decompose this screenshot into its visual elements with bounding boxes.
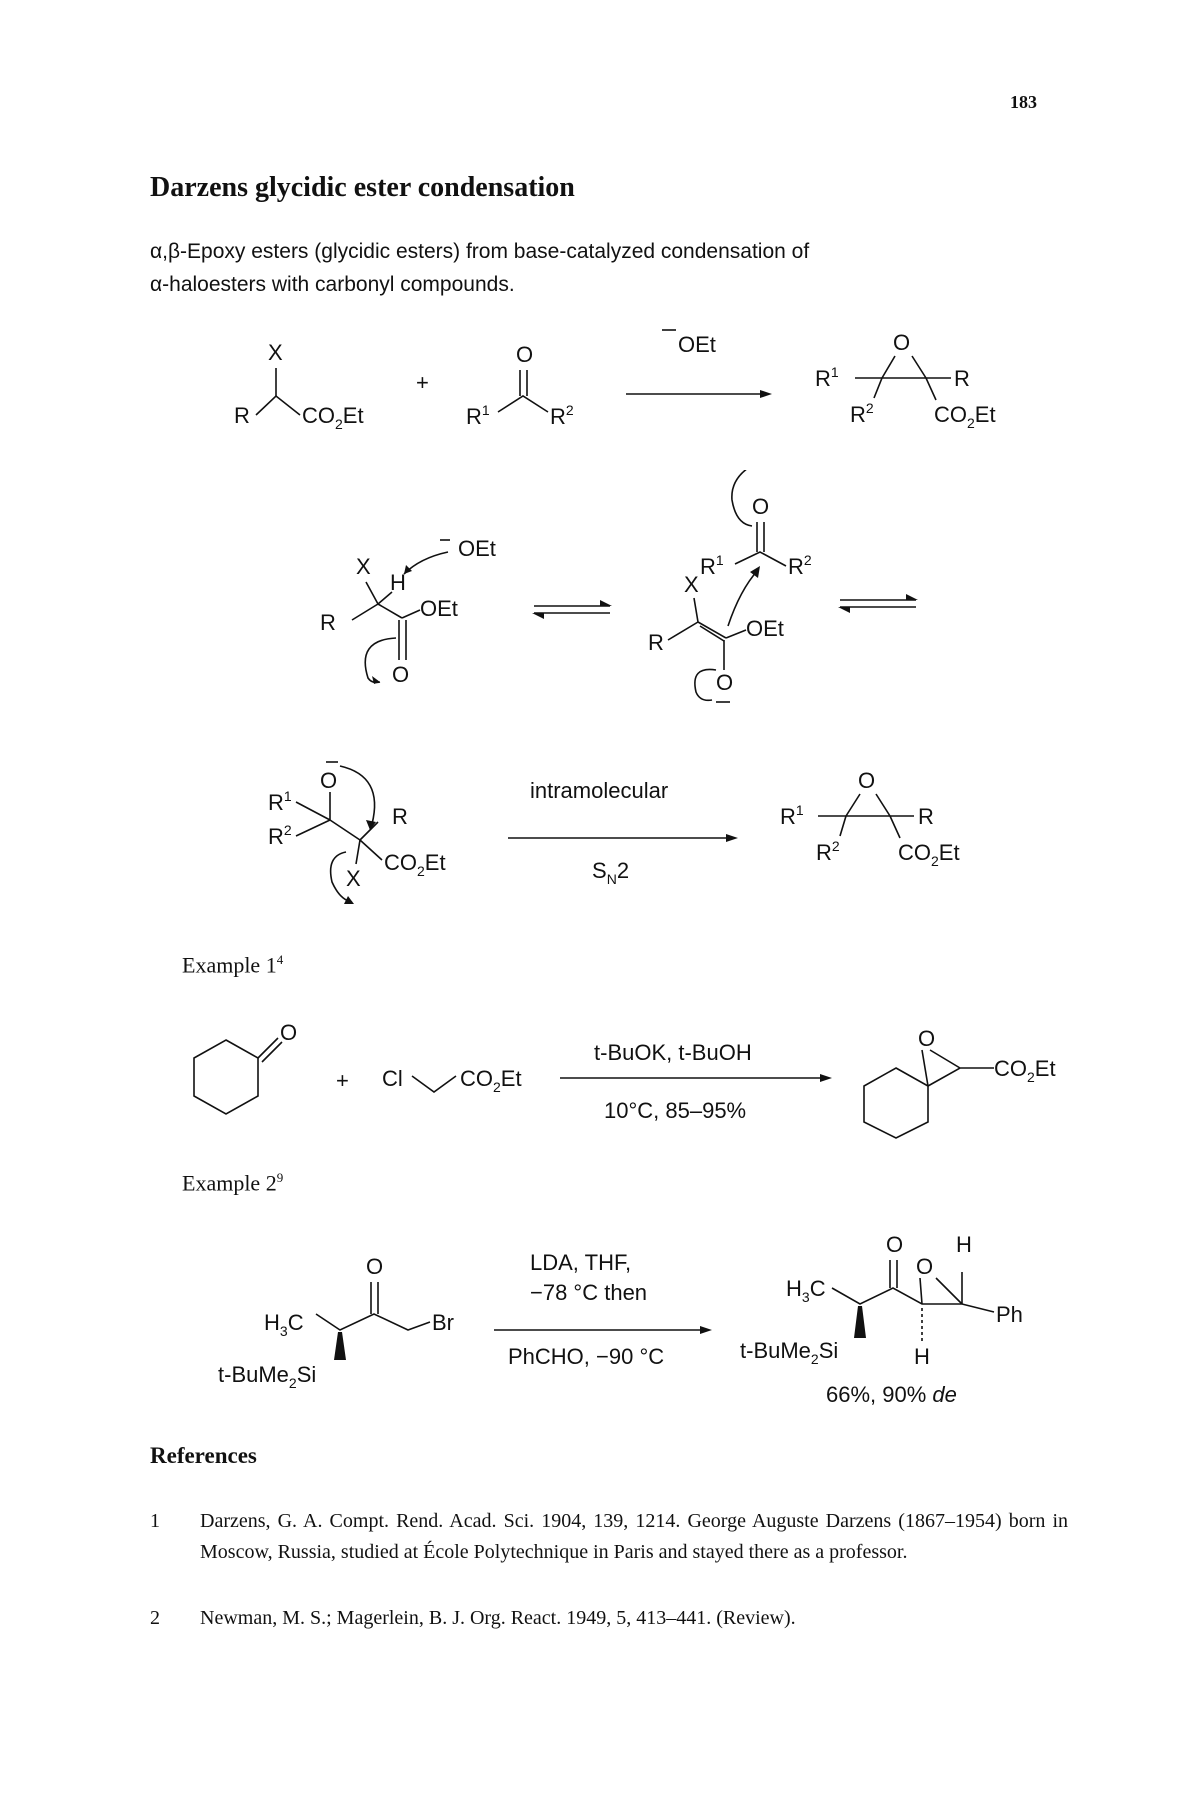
silyl-label — [740, 1338, 838, 1367]
ester-co: CO — [302, 403, 335, 428]
ester-co: CO — [384, 850, 417, 875]
r1-sup: 1 — [283, 788, 292, 804]
ester-label — [384, 850, 446, 879]
hydrogen-label: H — [956, 1232, 972, 1257]
references-heading: References — [150, 1443, 257, 1468]
carbonyl-o-label: O — [392, 662, 410, 687]
ester-label — [460, 1066, 522, 1095]
c-text: C — [809, 1276, 826, 1301]
mechanism-enolate-formation — [0, 470, 1200, 720]
bond-line — [256, 396, 300, 415]
general-reaction-scheme — [0, 320, 1200, 460]
plus-sign: + — [416, 370, 429, 395]
intro-line-2: α-haloesters with carbonyl compounds. — [150, 273, 515, 296]
hydrogen-label: H — [390, 570, 406, 595]
arrow-head — [906, 594, 918, 600]
ester-sub: 2 — [931, 853, 939, 869]
methyl-label — [786, 1276, 826, 1305]
bond-line — [296, 792, 360, 840]
halogen-x-label: X — [684, 572, 699, 597]
sn2-2: 2 — [616, 858, 630, 883]
r1-sup: 1 — [715, 552, 724, 568]
epoxide-o-label: O — [893, 330, 911, 355]
r2-sup: 2 — [865, 400, 874, 416]
r2-label — [816, 838, 840, 865]
halogen-x-label: X — [268, 340, 283, 365]
r1-text: R — [268, 790, 284, 815]
r1-label — [815, 364, 839, 391]
double-bond — [371, 1282, 378, 1314]
ketone-o-label: O — [886, 1232, 904, 1257]
ester-sub: 2 — [417, 863, 425, 879]
epoxide-o-label: O — [916, 1254, 934, 1279]
example-1-scheme — [0, 1010, 1200, 1140]
cyclohexanone-ring — [194, 1040, 258, 1114]
r2-sup: 2 — [831, 838, 840, 854]
ester-co: CO — [460, 1066, 493, 1091]
r2-label — [850, 400, 874, 427]
double-bond — [258, 1038, 282, 1062]
ketone-o-label: O — [752, 494, 770, 519]
r1-text: R — [815, 366, 831, 391]
ester-et: Et — [974, 402, 996, 427]
si-text: Si — [296, 1362, 317, 1387]
intro-paragraph — [150, 235, 1050, 301]
methyl-label — [264, 1310, 304, 1339]
reference-item — [150, 1603, 1068, 1634]
plus-sign: + — [336, 1068, 349, 1093]
epoxide-ring — [922, 1050, 994, 1086]
ester-sub: 2 — [335, 416, 343, 432]
h-text: H — [786, 1276, 802, 1301]
example-1-text: Example 1 — [182, 952, 277, 978]
reagent-ethoxide: OEt — [678, 332, 716, 357]
reference-text: Newman, M. S.; Magerlein, B. J. Org. React. 1949, 5, 413–441. (Review). — [200, 1607, 796, 1629]
r-label: R — [918, 804, 934, 829]
ester-et: Et — [342, 403, 364, 428]
curved-arrow — [695, 669, 716, 700]
condition-intramolecular: intramolecular — [530, 778, 669, 803]
bromo-label: Br — [432, 1310, 454, 1335]
h-sub: 3 — [801, 1289, 810, 1305]
double-bond — [757, 522, 764, 552]
r2-sup: 2 — [565, 402, 574, 418]
epoxide-o-label: O — [918, 1026, 936, 1051]
page-title: Darzens glycidic ester condensation — [150, 172, 575, 203]
yield-de: de — [932, 1382, 957, 1407]
reference-item — [150, 1506, 1068, 1568]
r2-label — [550, 402, 574, 429]
alkoxide-o-label: O — [320, 768, 338, 793]
example-2-label — [182, 1170, 283, 1196]
yield-text: 66%, 90% — [826, 1382, 933, 1407]
reagent-tbuok: t-BuOK, t-BuOH — [594, 1040, 752, 1065]
intro-line-1: α,β-Epoxy esters (glycidic esters) from base-catalyzed condensation of — [150, 240, 810, 263]
bond-line — [818, 816, 914, 838]
cyclohexane-ring — [864, 1068, 928, 1138]
tbu-text: t-BuMe — [740, 1338, 811, 1363]
bond-line — [832, 1288, 994, 1312]
reagent-temp: −78 °C then — [530, 1280, 648, 1305]
r-label: R — [648, 630, 664, 655]
r-label: R — [392, 804, 408, 829]
arrow-head — [750, 566, 760, 578]
si-text: Si — [818, 1338, 839, 1363]
r1-text: R — [466, 404, 482, 429]
arrow-head — [700, 1326, 712, 1334]
double-bond — [890, 1260, 897, 1288]
halogen-x-label: X — [356, 554, 371, 579]
r1-sup: 1 — [481, 402, 490, 418]
arrow-head — [532, 613, 544, 619]
ester-co: CO — [994, 1056, 1027, 1081]
bond-line — [356, 822, 382, 864]
page-number: 183 — [1010, 92, 1037, 112]
chloro-label: Cl — [382, 1066, 403, 1091]
reference-number: 2 — [150, 1607, 160, 1629]
arrow-head — [820, 1074, 832, 1082]
r2-text: R — [268, 824, 284, 849]
ester-label — [898, 840, 960, 869]
halogen-x-label: X — [346, 866, 361, 891]
tbu-text: t-BuMe — [218, 1362, 289, 1387]
ester-et: Et — [500, 1066, 522, 1091]
ester-co: CO — [898, 840, 931, 865]
r1-text: R — [700, 554, 716, 579]
enolate-o-label: O — [716, 670, 734, 695]
ester-et: Et — [1034, 1056, 1056, 1081]
epoxide-o-label: O — [858, 768, 876, 793]
r1-label — [466, 402, 490, 429]
example-1-ref: 4 — [276, 952, 284, 967]
sn2-s: S — [592, 858, 607, 883]
condition-yield: 10°C, 85–95% — [604, 1098, 747, 1123]
curved-arrow — [340, 766, 375, 824]
example-2-text: Example 2 — [182, 1170, 277, 1196]
arrow-head — [838, 607, 850, 613]
condition-phcho: PhCHO, −90 °C — [508, 1344, 665, 1369]
ester-label — [302, 403, 364, 432]
enolate-bonds — [668, 598, 726, 641]
wedge-bond — [334, 1332, 346, 1360]
ester-sub: 2 — [493, 1079, 501, 1095]
tbu-sub: 2 — [810, 1351, 819, 1367]
h-text: H — [264, 1310, 280, 1335]
r2-text: R — [788, 554, 804, 579]
yield-label — [826, 1382, 957, 1407]
example-1-label — [182, 952, 283, 978]
reference-number: 1 — [150, 1510, 160, 1532]
example-2-ref: 9 — [276, 1170, 284, 1185]
double-bond — [520, 370, 527, 396]
h-sub: 3 — [279, 1323, 288, 1339]
hydrogen-label: H — [914, 1344, 930, 1369]
r-label: R — [954, 366, 970, 391]
r2-sup: 2 — [283, 822, 292, 838]
bond-line — [498, 396, 548, 412]
sn2-n: N — [606, 871, 617, 887]
tbu-sub: 2 — [288, 1375, 297, 1391]
r1-sup: 1 — [830, 364, 839, 380]
carbonyl-o-label: O — [280, 1020, 298, 1045]
equilibrium-arrow — [534, 606, 610, 613]
epoxide-ring — [846, 794, 890, 816]
ester-sub: 2 — [1027, 1069, 1035, 1085]
r2-text: R — [850, 402, 866, 427]
bond-line — [726, 630, 746, 638]
bond-line — [316, 1314, 430, 1330]
bond-line — [874, 378, 936, 400]
ethoxide-label: OEt — [458, 536, 496, 561]
bond-line — [735, 552, 786, 566]
condition-sn2 — [592, 858, 629, 887]
ester-oet-label: OEt — [746, 616, 784, 641]
c-text: C — [287, 1310, 304, 1335]
reagent-lda: LDA, THF, — [530, 1250, 632, 1275]
r2-text: R — [550, 404, 566, 429]
equilibrium-arrow — [840, 600, 916, 607]
r1-sup: 1 — [795, 802, 804, 818]
r-label: R — [234, 403, 250, 428]
arrow-head — [760, 390, 772, 398]
reference-text: Darzens, G. A. Compt. Rend. Acad. Sci. 1904, 139, 1214. George Auguste Darzens (1867–1954) born in Moscow, Russia, studied at École Polytechnique in Paris and stayed there as a professor. — [200, 1510, 1068, 1563]
mechanism-ring-closure — [0, 740, 1200, 920]
example-2-scheme — [0, 1230, 1200, 1410]
r1-label — [700, 552, 724, 579]
ester-label — [994, 1056, 1056, 1085]
carbonyl-o-label: O — [366, 1254, 384, 1279]
ester-et: Et — [938, 840, 960, 865]
r2-label — [788, 552, 812, 579]
silyl-label — [218, 1362, 316, 1391]
r2-label — [268, 822, 292, 849]
ester-label — [934, 402, 996, 431]
double-bond — [399, 620, 406, 660]
r1-label — [268, 788, 292, 815]
epoxide-ring — [882, 356, 926, 378]
r2-sup: 2 — [803, 552, 812, 568]
r1-text: R — [780, 804, 796, 829]
carbonyl-o-label: O — [516, 342, 534, 367]
ester-oet-label: OEt — [420, 596, 458, 621]
ester-et: Et — [424, 850, 446, 875]
r2-text: R — [816, 840, 832, 865]
wedge-bond — [854, 1306, 866, 1338]
bond-line — [402, 610, 420, 618]
ester-co: CO — [934, 402, 967, 427]
arrow-head — [726, 834, 738, 842]
phenyl-label: Ph — [996, 1302, 1023, 1327]
r-label: R — [320, 610, 336, 635]
r1-label — [780, 802, 804, 829]
ester-sub: 2 — [967, 415, 975, 431]
bond-line — [412, 1076, 456, 1092]
arrow-head — [600, 600, 612, 606]
